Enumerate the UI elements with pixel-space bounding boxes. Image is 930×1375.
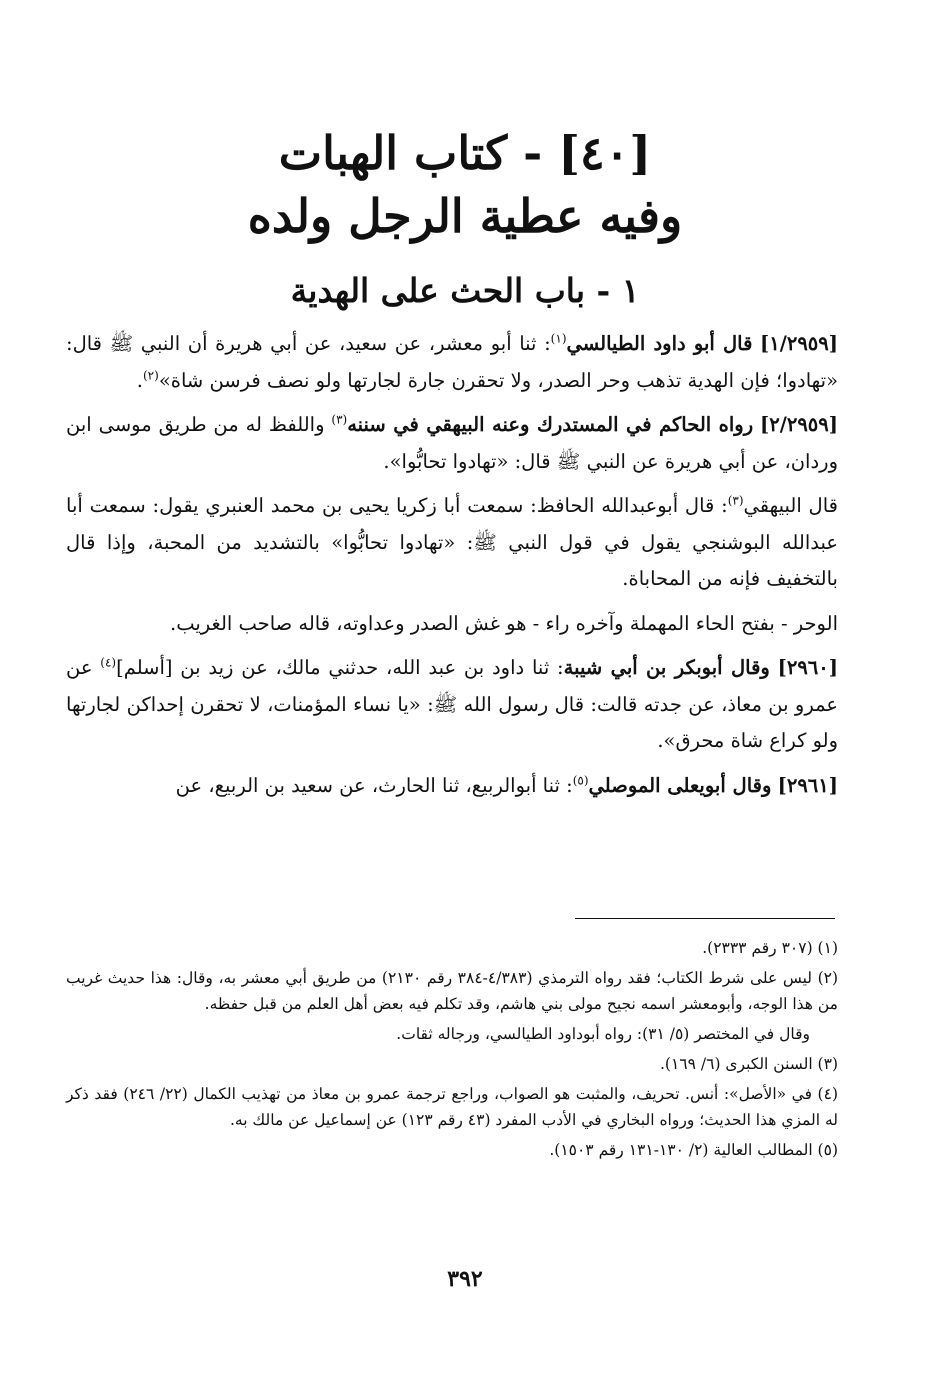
footnote-2: (٢) ليس على شرط الكتاب؛ فقد رواه الترمذي (٤/٣٨٣-٣٨٤ رقم ٢١٣٠) من طريق أبي معشر به، وقال: هذا حديث غريب من هذا الوجه، وأبومعشر اسمه نجيح مولى بني هاشم، وقد تكلم فيه بعض أهل العلم من قبل حفظه. [66,969,839,1013]
hadith-ref: [٢٩٦١] [777,773,838,797]
footnote-3: (٣) السنن الكبرى (٦/ ١٦٩). [659,1055,838,1073]
bayhaqi-comment [66,488,838,598]
footnote-marker[interactable]: (٣) [727,493,744,508]
hadith-2961 [66,768,838,805]
comment-source: قال البيهقي [743,494,838,517]
footnote-1: (١) (٣٠٧ رقم ٢٣٣٣). [702,939,838,957]
book-title-line-1: [٤٠] - كتاب الهبات [278,126,652,180]
chapter-title: ١ - باب الحث على الهدية [290,271,640,310]
footnote-marker[interactable]: (٣) [331,412,348,427]
footnote-marker[interactable]: (٤) [100,655,117,670]
footnote-marker[interactable]: (٥) [572,773,589,787]
footnote-marker[interactable]: (٢) [142,368,159,382]
hadith-source: وقال أبويعلى الموصلي [588,773,772,797]
comment-text: : قال أبوعبدالله الحافظ: سمعت أبا زكريا يحيى بن محمد العنبري يقول: سمعت أبا عبدالله البوشنجي يقول في قول النبي ﷺ: «تهادوا تحابُّوا» بالتشديد من المحبة، وإذا قال بالتخفيف فإنه من المحاباة. [66,494,838,590]
footnote-2-continued: وقال في المختصر (٥/ ٣١): رواه أبوداود الطيالسي، ورجاله ثقات. [396,1025,810,1043]
main-text [66,326,838,812]
footnote-separator [575,918,835,919]
hadith-ref: [٢٩٦٠] [777,656,838,679]
hadith-2959-2 [66,407,838,480]
hadith-text-continued: عن عمرو بن معاذ، عن جدته قالت: قال رسول الله ﷺ: «يا نساء المؤمنات، لا تحقرن إحداكن لجارتها ولو كراع شاة محرق». [66,656,838,752]
page-number: ٣٩٢ [447,1266,483,1292]
hadith-source: رواه الحاكم في المستدرك وعنه البيهقي في سننه [347,413,754,436]
footnote-5: (٥) المطالب العالية (٢/ ١٣٠-١٣١ رقم ١٥٠٣). [549,1141,838,1159]
hadith-source: وقال أبوبكر بن أبي شيبة [563,656,770,679]
word-explanation: الوحر - بفتح الحاء المهملة وآخره راء - هو غش الصدر وعداوته، قاله صاحب الغريب. [170,611,838,635]
hadith-end: . [136,368,143,392]
footnote-4: (٤) في «الأصل»: أنس. تحريف، والمثبت هو الصواب، وراجع ترجمة عمرو بن معاذ من تهذيب الكمال (٢٢/ ٢٤٦) فقد ذكر له المزي هذا الحديث؛ ورواه البخاري في الأدب المفرد (٤٣ رقم ١٢٣) عن إسماعيل عن مالك به. [66,1085,838,1129]
hadith-text: واللفظ له من طريق موسى ابن وردان، عن أبي هريرة عن النبي ﷺ قال: «تهادوا تحابُّوا». [66,413,838,473]
footnotes [66,935,838,1167]
hadith-text: : ثنا أبو معشر، عن سعيد، عن أبي هريرة أن النبي ﷺ قال: «تهادوا؛ فإن الهدية تذهب وحر الصدر، ولا تحقرن جارة لجارتها ولو نصف فرسن شاة» [66,332,838,392]
footnote-marker[interactable]: (١) [550,331,567,346]
hadith-ref: [١/٢٩٥٩] [760,332,838,355]
hadith-2960 [66,650,838,760]
hadith-text: : ثنا أبوالربيع، ثنا الحارث، عن سعيد بن الربيع، عن [175,773,573,797]
hadith-text: : ثنا داود بن عبد الله، حدثني مالك، عن زيد بن [أسلم] [116,656,564,679]
hadith-source: قال أبو داود الطيالسي [566,332,753,355]
hadith-2959-1 [66,326,838,399]
book-title-line-2: وفيه عطية الرجل ولده [247,189,683,243]
hadith-ref: [٢/٢٩٥٩] [760,413,838,436]
